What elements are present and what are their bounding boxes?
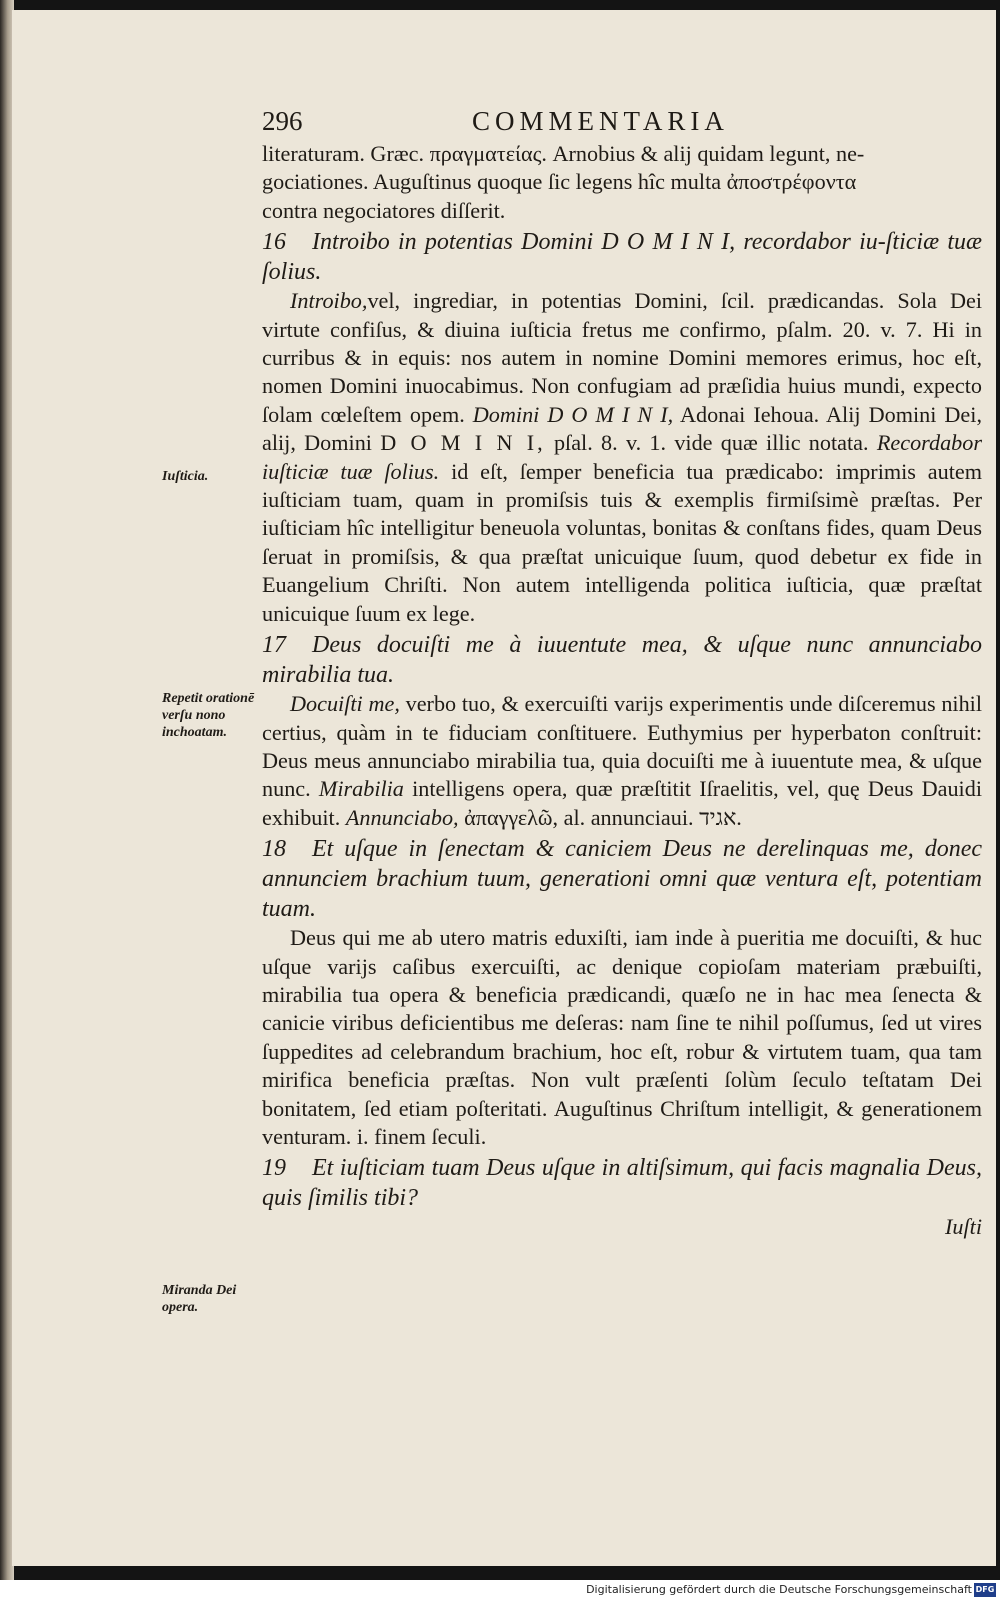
running-title: COMMENTARIA [472,106,729,136]
lemma-text: Annunciabo, [345,804,459,830]
margin-note-iusticia: Iuſticia. [162,469,209,484]
paragraph-text: intelligens opera, quæ præſtitit Iſraelitis, vel, quę Deus Dauidi exhibuit. [262,776,982,830]
paragraph-text: Deus qui me ab utero matris eduxiſti, iam inde à pueritia me docuiſti, & huc uſque varijs caſibus exercuiſti, ac denique copioſam materiam præbuiſti, mirabilia tua opera & beneficia prædicandi, quæſo ne in hac mea ſenecta & canicie viribus deficientibus me deſeras: nam ſine te nihil poſſumus, ſed ut vires ſuppedites ad celebrandum brachium, hoc eſt, robur & virtutem tuam, qua tam mirifica beneficia præſtas. Non vult præſenti ſolùm ſeculo teſtatam Dei bonitatem, ſed etiam poſteritati. Auguſtinus Chriſtum intelligit, & generationem venturam. i. finem ſeculi. [262,925,982,1149]
paragraph-text: ἀπαγγελῶ, al. annunciaui. אגיד. [458,804,742,830]
commentary-paragraph [262,690,982,832]
paragraph-text: pſal. 8. v. 1. vide quæ illic notata. [545,430,877,456]
verse-19 [262,1153,982,1213]
text-line: literaturam. Græc. πραγματείας. Arnobius & alij quidam legunt, ne- [262,141,865,166]
commentary-paragraph [262,287,982,628]
verse-text: Deus docuiſti me à iuuentute mea, & uſque nunc annunciabo mirabilia tua. [262,632,982,689]
lemma-text: Domini [472,401,540,427]
paragraph-text: Adonai Iehoua. Alij Domini Dei, alij, Domini [262,401,982,456]
lemma-text: Mirabilia [318,776,404,802]
verse-text: Et iuſticiam tuam Deus uſque in altiſsimum, qui facis magnalia Deus, quis ſimilis tibi? [262,1155,982,1212]
text-line: gociationes. Auguſtinus quoque ſic legens hîc multa ἀποστρέφοντα [262,169,857,195]
funding-notice: Digitalisierung gefördert durch die Deutsche Forschungsgemeinschaft [586,1583,972,1596]
page-number: 296 [262,106,303,136]
verse-text: Introibo in potentias Domini D O M I N I, recordabor iu-ſticiæ tuæ ſolius. [262,229,982,286]
book-page [12,10,996,1566]
dfg-logo: DFG [974,1583,996,1597]
lemma-text: Introibo, [290,288,368,314]
paragraph-text: verbo tuo, & exercuiſti varijs experimentis unde diſceremus nihil certius, quàm in te fiduciam conſtituere. Euthymius per hyperbaton conſtruit: Deus meus annunciabo mirabilia tua, quia docuiſti me à iuuentute mea, & uſque nunc. [262,691,982,802]
page-header [262,106,852,142]
verse-16 [262,227,982,287]
text-line: contra negociatores diſſerit. [262,197,506,223]
digitization-footer [0,1580,1000,1601]
lemma-text: D O M I N I, [547,401,674,427]
verse-text: Et uſque in ſenectam & caniciem Deus ne derelinquas me, donec annunciem brachium tuum, generationi omni quæ ventura eſt, potentiam tuam. [262,836,982,923]
verse-17 [262,630,982,690]
margin-note-miranda: Miranda Dei opera. [162,1283,237,1315]
margin-note-repetit: Repetit orationē verſu nono inchoatam. [162,691,255,740]
lemma-text: Recordabor iuſticiæ tuæ ſolius. [262,430,983,484]
paragraph-text: vel, ingrediar, in potentias Domini, ſcil. prædicandas. Sola Dei virtute confiſus, & diuina iuſticia fretus me confirmo, pſalm. 20. v. 7. Hi in curribus & in equis: nos autem in nomine Domini memores erimus, hoc eſt, nomen Domini inuocabimus. Non confugiam ad præſidia huius mundi, expecto ſolam cœleſtem opem. [262,288,982,427]
commentary-paragraph [262,924,982,1151]
verse-number: 16 [262,229,286,256]
verse-number: 17 [262,632,286,659]
lemma-text: Docuiſti me, [290,691,400,717]
verse-number: 18 [262,836,286,863]
verse-18 [262,834,982,924]
commentary-text [262,140,982,1242]
paragraph-text: D O M I N I, [380,430,546,456]
catchword: Iuſti [945,1214,982,1240]
verse-number: 19 [262,1155,286,1182]
paragraph-text: id eſt, ſemper beneficia tua prædicabo: imprimis autem iuſticiam tuam, quam in promiſsis tuis & exemplis firmiſsimè præſtas. Per iuſticiam hîc intelligitur beneuola voluntas, bonitas & conſtans fides, quam Deus ſeruat in promiſsis, & qua præſtat unicuique ſuum, quod debetur ex fide in Euangelium Chriſti. Non autem intelligenda politica iuſticia, quæ præſtat unicuique ſuum ex lege. [262,458,982,626]
